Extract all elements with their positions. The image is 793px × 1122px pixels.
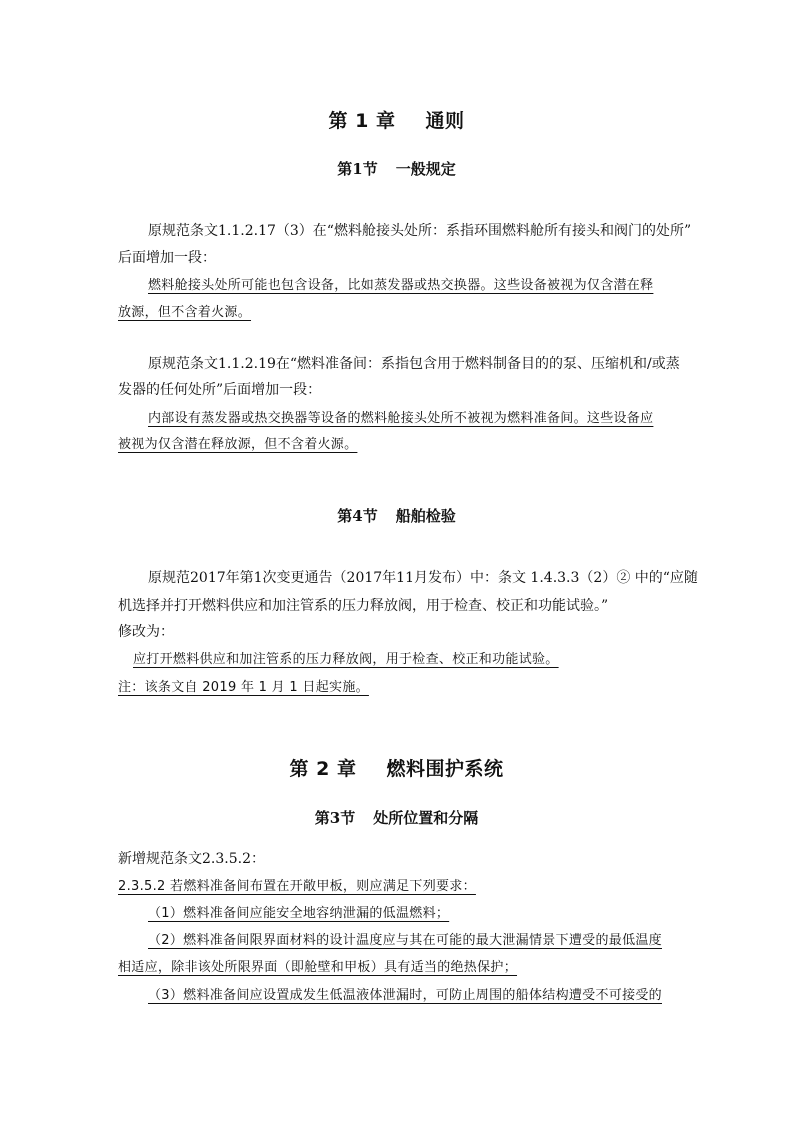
chapter-2-heading	[0, 754, 793, 781]
section-4-number: 第4节	[337, 507, 378, 525]
paragraph-1-addition-line-2: 放源，但不含着火源。	[118, 305, 252, 320]
clause-2-3-5-2: 2.3.5.2 若燃料准备间布置在开敞甲板，则应满足下列要求：	[118, 879, 476, 894]
paragraph-2-addition-line-1: 内部设有蒸发器或热交换器等设备的燃料舱接头处所不被视为燃料准备间。这些设备应	[148, 411, 654, 426]
chapter-1-heading	[0, 106, 793, 133]
chapter-1-number: 第 1 章	[328, 110, 396, 132]
section-4-heading	[0, 505, 793, 526]
section-1-title: 一般规定	[395, 160, 456, 178]
chapter-2-number: 第 2 章	[289, 758, 357, 780]
paragraph-1-addition-line-1: 燃料舱接头处所可能也包含设备，比如蒸发器或热交换器。这些设备被视为仅含潜在释	[148, 278, 654, 293]
chapter-2-title: 燃料围护系统	[386, 758, 504, 780]
clause-item-3-line-1: （3）燃料准备间应设置成发生低温液体泄漏时，可防止周围的船体结构遭受不可接受的	[148, 988, 662, 1003]
paragraph-2-line-1: 原规范条文1.1.2.19在“燃料准备间：系指包含用于燃料制备目的的泵、压缩机和/或蒸	[148, 356, 680, 372]
paragraph-3-addition: 应打开燃料供应和加注管系的压力释放阀，用于检查、校正和功能试验。	[133, 652, 559, 667]
paragraph-3-line-2: 机选择并打开燃料供应和加注管系的压力释放阀，用于检查、校正和功能试验。”	[118, 598, 609, 614]
paragraph-1-line-2: 后面增加一段：	[118, 250, 216, 266]
section-4-title: 船舶检验	[395, 507, 456, 525]
paragraph-2-line-2: 发器的任何处所”后面增加一段：	[118, 382, 322, 398]
chapter-1-title: 通则	[425, 110, 465, 132]
paragraph-3-line-1: 原规范2017年第1次变更通告（2017年11月发布）中：条文 1.4.3.3（2）② 中的“应随	[148, 570, 698, 586]
paragraph-4-line-1: 新增规范条文2.3.5.2：	[118, 851, 265, 867]
clause-item-2-line-1: （2）燃料准备间限界面材料的设计温度应与其在可能的最大泄漏情景下遭受的最低温度	[148, 933, 662, 948]
clause-item-1: （1）燃料准备间应能安全地容纳泄漏的低温燃料；	[148, 906, 450, 921]
paragraph-3-note: 注：该条文自 2019 年 1 月 1 日起实施。	[118, 680, 369, 695]
paragraph-3-line-3: 修改为：	[118, 624, 174, 640]
clause-item-2-line-2: 相适应，除非该处所限界面（即舱壁和甲板）具有适当的绝热保护；	[118, 960, 518, 975]
section-3-number: 第3节	[314, 809, 356, 827]
paragraph-1-line-1: 原规范条文1.1.2.17（3）在“燃料舱接头处所：系指环围燃料舱所有接头和阀门的处所”	[148, 223, 692, 239]
section-1-heading	[0, 158, 793, 179]
paragraph-2-addition-line-2: 被视为仅含潜在释放源，但不含着火源。	[118, 437, 358, 452]
section-1-number: 第1节	[337, 160, 378, 178]
section-3-title: 处所位置和分隔	[373, 809, 479, 827]
section-3-heading	[0, 807, 793, 828]
